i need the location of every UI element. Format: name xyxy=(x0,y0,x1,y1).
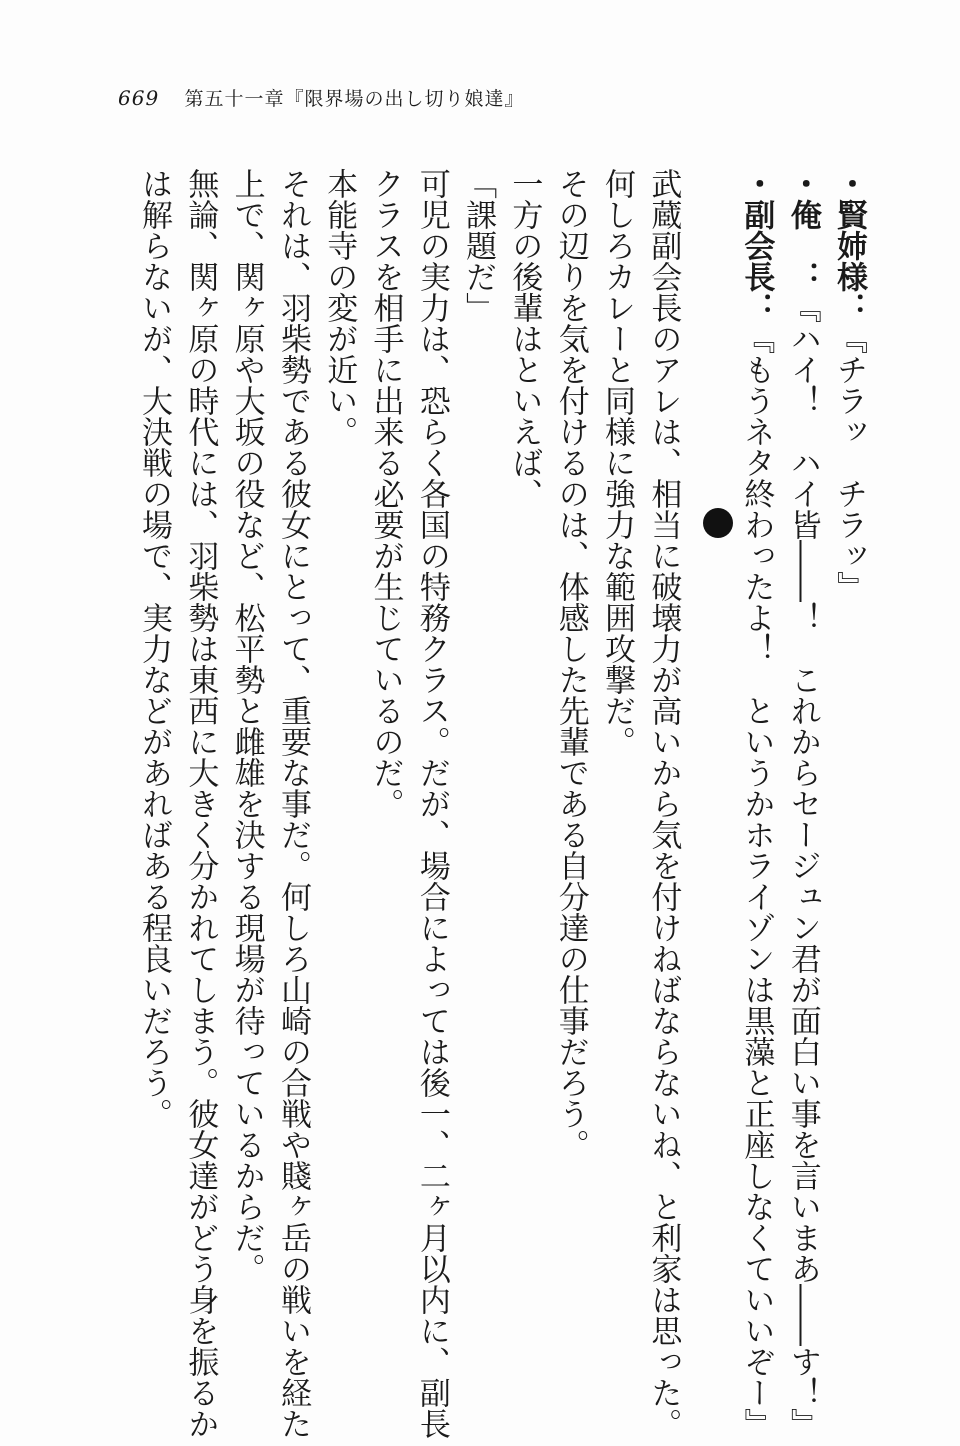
body-line: その辺りを気を付けるのは、体感した先輩である自分達の仕事だろう。 xyxy=(552,168,589,1160)
dialogue-text: 『もうネタ終わったよ！ というかホライゾンは黒藻と正座しなくていいぞー』 xyxy=(738,323,775,1439)
dialogue-text: 『ハイ！ ハイ皆――！ これからセージュン君が面白い事を言いまあ――す！』 xyxy=(784,292,821,1439)
page-number: 669 xyxy=(118,86,160,110)
vertical-text-block xyxy=(131,168,872,1439)
body-line: 「課題だ」 xyxy=(460,168,497,323)
body-line: 無論、関ヶ原の時代には、羽柴勢は東西に大きく分かれてしまう。彼女達がどう身を振るか xyxy=(182,168,219,1439)
chapter-title: 第五十一章『限界場の出し切り娘達』 xyxy=(184,88,525,110)
body-line: 可児の実力は、恐らく各国の特務クラス。だが、場合によっては後一、二ヶ月以内に、副長 xyxy=(413,168,450,1439)
speaker-separator: ： xyxy=(738,292,775,323)
body-line: 本能寺の変が近い。 xyxy=(321,168,358,447)
speaker-name: 副会長 xyxy=(738,199,775,292)
dialogue-bullet: ・ xyxy=(831,168,867,199)
speaker-name: 俺 xyxy=(784,199,821,230)
speaker-separator: ： xyxy=(784,230,821,292)
body-line: は解らないが、大決戦の場で、実力などがあればある程良いだろう。 xyxy=(136,168,173,1129)
body-line: それは、羽柴勢である彼女にとって、重要な事だ。何しろ山崎の合戦や賤ヶ岳の戦いを経た xyxy=(274,168,311,1439)
body-line: 上で、関ヶ原や大坂の役など、松平勢と雌雄を決する現場が待っているからだ。 xyxy=(228,168,265,1284)
body-line: 一方の後輩はといえば、 xyxy=(506,168,543,509)
page-header xyxy=(118,84,525,111)
section-break xyxy=(686,168,733,1328)
body-line: 武蔵副会長のアレは、相当に破壊力が高いから気を付けねばならないね、と利家は思った。 xyxy=(645,168,682,1439)
body-line: クラスを相手に出来る必要が生じているのだ。 xyxy=(367,168,404,819)
dialogue-line-3 xyxy=(733,168,779,1439)
body-line: 何しろカレーと同様に強力な範囲攻撃だ。 xyxy=(599,168,636,757)
speaker-name: 賢姉様 xyxy=(831,199,867,292)
dialogue-bullet: ・ xyxy=(784,168,821,199)
speaker-separator: ： xyxy=(831,292,867,323)
dialogue-line-2 xyxy=(779,168,825,1439)
dialogue-text: 『チラッ チラッ』 xyxy=(831,323,867,602)
section-break-dot-icon xyxy=(703,508,733,538)
dialogue-line-1 xyxy=(826,168,872,1328)
dialogue-bullet: ・ xyxy=(738,168,775,199)
